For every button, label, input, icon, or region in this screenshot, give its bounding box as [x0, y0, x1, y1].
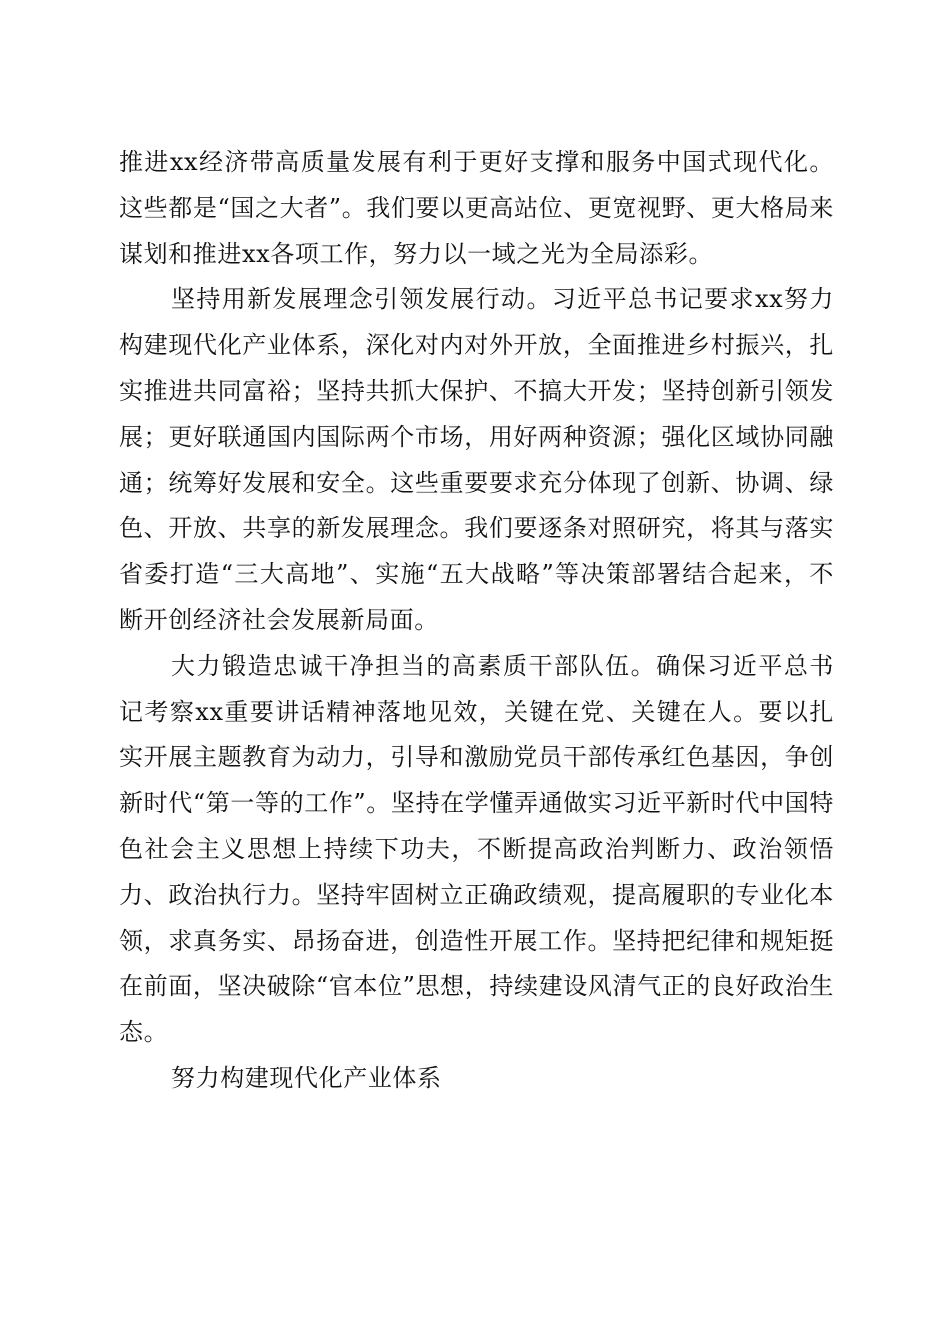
section-heading: 努力构建现代化产业体系: [171, 1063, 442, 1092]
paragraph-2: 坚持用新发展理念引领发展行动。习近平总书记要求xx努力构建现代化产业体系，深化对内对外开放，全面推进乡村振兴，扎实推进共同富裕；坚持共抓大保护、不搞大开发；坚持创新引领发展；更好联通国内国际两个市场，用好两种资源；强化区域协同融通；统筹好发展和安全。这些重要要求充分体现了创新、协调、绿色、开放、共享的新发展理念。我们要逐条对照研究，将其与落实省委打造“三大高地”、实施“五大战略”等决策部署结合起来，不断开创经济社会发展新局面。: [119, 285, 834, 634]
document-body: [119, 140, 834, 1102]
paragraph-1: 推进xx经济带高质量发展有利于更好支撑和服务中国式现代化。这些都是“国之大者”。我们要以更高站位、更宽视野、更大格局来谋划和推进xx各项工作，努力以一域之光为全局添彩。: [119, 148, 834, 268]
paragraph-3: 大力锻造忠诚干净担当的高素质干部队伍。确保习近平总书记考察xx重要讲话精神落地见效，关键在党、关键在人。要以扎实开展主题教育为动力，引导和激励党员干部传承红色基因，争创新时代“第一等的工作”。坚持在学懂弄通做实习近平新时代中国特色社会主义思想上持续下功夫，不断提高政治判断力、政治领悟力、政治执行力。坚持牢固树立正确政绩观，提高履职的专业化本领，求真务实、昂扬奋进，创造性开展工作。坚持把纪律和规矩挺在前面，坚决破除“官本位”思想，持续建设风清气正的良好政治生态。: [119, 651, 834, 1047]
